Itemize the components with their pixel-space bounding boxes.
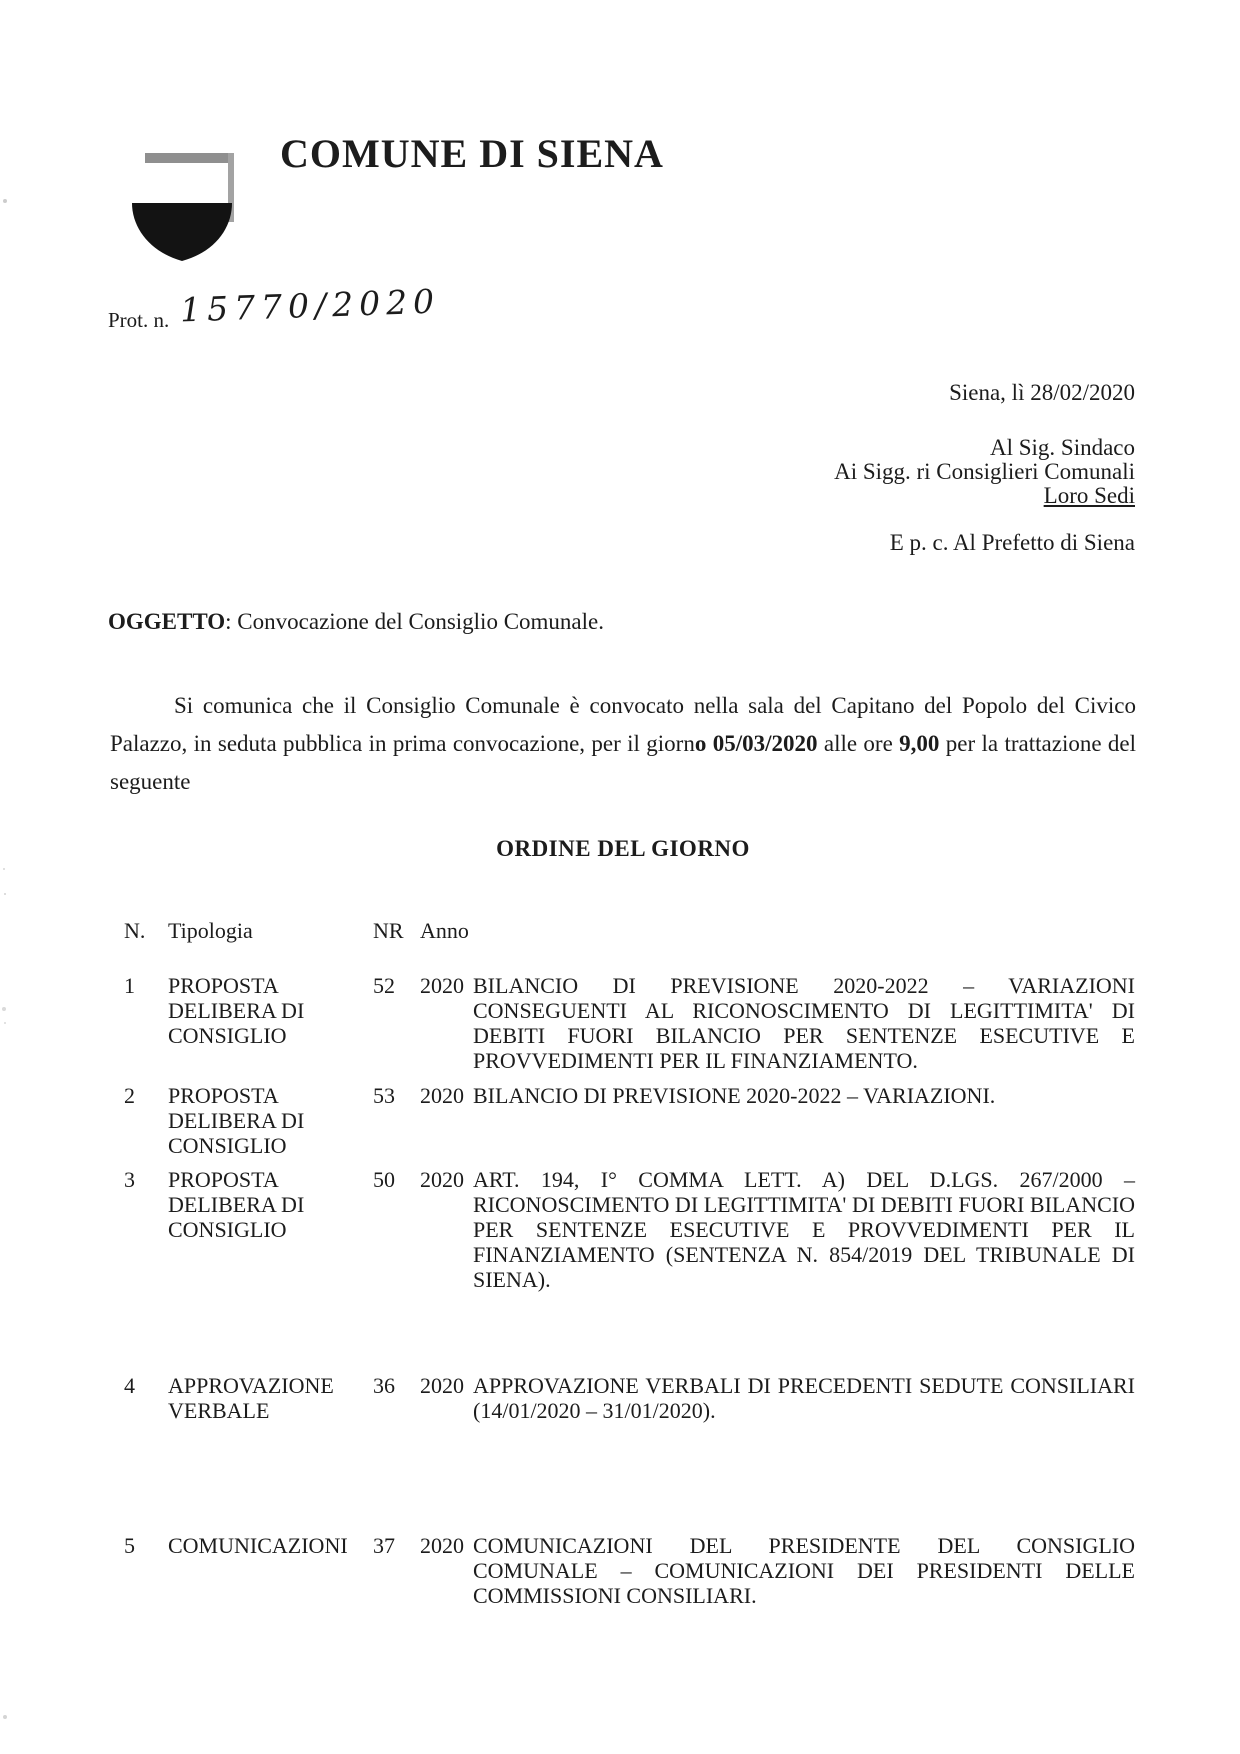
agenda-table-rows	[110, 973, 1140, 1608]
header-nr: NR	[373, 918, 404, 943]
scan-artifacts	[4, 0, 6, 2]
protocol-number-handwritten: 15770/2020	[179, 281, 441, 330]
header-oggetto-empty	[473, 918, 1135, 943]
subject-text: : Convocazione del Consiglio Comunale.	[225, 609, 604, 634]
cc-line: E p. c. Al Prefetto di Siena	[889, 530, 1135, 555]
agenda-row-tipologia: APPROVAZIONE VERBALE	[168, 1373, 334, 1423]
recipient-line: Al Sig. Sindaco	[989, 435, 1135, 460]
recipients-block	[834, 436, 1135, 508]
agenda-row-nr: 36	[373, 1373, 395, 1398]
agenda-row-tipologia: PROPOSTA DELIBERA DI CONSIGLIO	[168, 1167, 305, 1242]
agenda-row	[110, 1373, 1140, 1423]
agenda-row-nr: 37	[373, 1533, 395, 1558]
agenda-row-nr: 52	[373, 973, 395, 998]
header-n: N.	[124, 918, 146, 943]
agenda-row-oggetto: APPROVAZIONE VERBALI DI PRECEDENTI SEDUTE CONSILIARI (14/01/2020 – 31/01/2020).	[473, 1373, 1135, 1423]
header-anno: Anno	[420, 918, 469, 943]
agenda-row-number: 4	[124, 1373, 135, 1398]
agenda-title: ORDINE DEL GIORNO	[496, 836, 750, 861]
agenda-row-anno: 2020	[420, 1533, 464, 1558]
agenda-row-tipologia: COMUNICAZIONI	[168, 1533, 348, 1558]
agenda-table-header	[110, 918, 1140, 943]
agenda-row	[110, 1167, 1140, 1292]
agenda-row-nr: 53	[373, 1083, 395, 1108]
agenda-row-number: 1	[124, 973, 135, 998]
agenda-row-oggetto: ART. 194, I° COMMA LETT. A) DEL D.LGS. 267/2000 – RICONOSCIMENTO DI LEGITTIMITA' DI DEBITI FUORI BILANCIO PER SENTENZE ESECUTIVE E PROVVEDIMENTI PER IL FINANZIAMENTO (SENTENZA N. 854/2019 DEL TRIBUNALE DI SIENA).	[473, 1167, 1135, 1292]
agenda-row	[110, 973, 1140, 1073]
agenda-row-anno: 2020	[420, 1083, 464, 1108]
agenda-row-tipologia: PROPOSTA DELIBERA DI CONSIGLIO	[168, 1083, 305, 1158]
siena-coat-of-arms-icon	[131, 150, 238, 263]
agenda-row-number: 3	[124, 1167, 135, 1192]
recipient-line: Ai Sigg. ri Consiglieri Comunali	[834, 459, 1135, 484]
body-paragraph	[110, 687, 1136, 801]
agenda-row	[110, 1083, 1140, 1158]
body-text: per la trattazione del seguente	[110, 731, 1137, 794]
agenda-table	[110, 918, 1140, 1608]
body-text: Si comunica che il Consiglio Comunale è convocato nella sala del Capitano del Popolo del Civico Palazzo, in seduta pubblica in prima convocazione, per il giorn	[110, 693, 1136, 756]
agenda-row-anno: 2020	[420, 1373, 464, 1398]
body-time-bold: 9,00	[899, 731, 940, 756]
protocol-label: Prot. n.	[108, 308, 170, 332]
body-date-bold: o 05/03/2020	[694, 731, 818, 756]
agenda-row-anno: 2020	[420, 973, 464, 998]
subject-label: OGGETTO	[108, 609, 226, 634]
agenda-row-oggetto: BILANCIO DI PREVISIONE 2020-2022 – VARIAZIONI CONSEGUENTI AL RICONOSCIMENTO DI LEGITTIMITA' DI DEBITI FUORI BILANCIO PER SENTENZE ESECUTIVE E PROVVEDIMENTI PER IL FINANZIAMENTO.	[473, 973, 1135, 1073]
agenda-row-oggetto: COMUNICAZIONI DEL PRESIDENTE DEL CONSIGLIO COMUNALE – COMUNICAZIONI DEI PRESIDENTI DELLE COMMISSIONI CONSILIARI.	[473, 1533, 1135, 1608]
subject-line	[108, 609, 604, 635]
agenda-row-oggetto: BILANCIO DI PREVISIONE 2020-2022 – VARIAZIONI.	[473, 1083, 996, 1108]
agenda-row-number: 5	[124, 1533, 135, 1558]
recipient-line: Loro Sedi	[1043, 483, 1135, 508]
agenda-row	[110, 1533, 1140, 1608]
agenda-row-anno: 2020	[420, 1167, 464, 1192]
agenda-row-tipologia: PROPOSTA DELIBERA DI CONSIGLIO	[168, 973, 305, 1048]
body-text: alle ore	[817, 731, 900, 756]
header-tipologia: Tipologia	[168, 918, 253, 943]
agenda-row-nr: 50	[373, 1167, 395, 1192]
org-title: COMUNE DI SIENA	[280, 131, 664, 176]
agenda-row-number: 2	[124, 1083, 135, 1108]
date-line: Siena, lì 28/02/2020	[949, 380, 1135, 405]
